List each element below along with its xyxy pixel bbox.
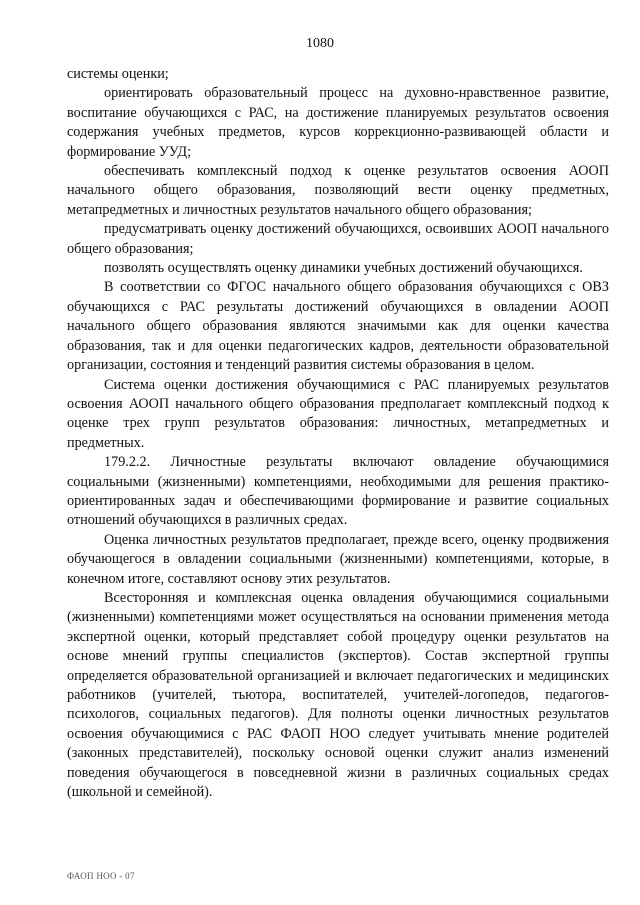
paragraph: 179.2.2. Личностные результаты включают овладение обучающимися социальными (жизненными) компетенциями, необходимыми для решения практико-ориентированных задач и обеспечивающими формирование и развитие социальных отношений обучающихся в различных средах. [67,454,609,529]
document-body [67,65,609,802]
paragraph: позволять осуществлять оценку динамики учебных достижений обучающихся. [104,260,583,277]
paragraph: Оценка личностных результатов предполагает, прежде всего, оценку продвижения обучающегося в овладении социальными (жизненными) компетенциями, которые, в конечном итоге, составляют основу этих результатов. [67,531,609,587]
paragraph: Всесторонняя и комплексная оценка овладения обучающимися социальными (жизненными) компетенциями может осуществляться на основании применения метода экспертной оценки, который представляет собой процедуру оценки результатов на основе мнений группы специалистов (экспертов). Состав экспертной группы определяется образовательной организацией и включает педагогических и медицинских работников (учителей, тьютора, воспитателей, учителей-логопедов, педагогов-психологов, социальных педагогов). Для полноты оценки личностных результатов освоения обучающимися с РАС ФАОП НОО следует учитывать мнение родителей (законных представителей), поскольку основой оценки служит анализ изменений поведения обучающегося в повседневной жизни в различных социальных средах (школьной и семейной). [67,589,609,801]
paragraph: предусматривать оценку достижений обучающихся, освоивших АООП начального общего образования; [67,221,609,257]
paragraph: Система оценки достижения обучающимися с РАС планируемых результатов освоения АООП начального общего образования предполагает комплексный подход к оценке трех групп результатов образования: личностных, метапредметных и предметных. [67,376,609,451]
paragraph: системы оценки; [67,66,169,82]
page-number: 1080 [306,36,334,51]
paragraph: В соответствии со ФГОС начального общего образования обучающихся с ОВЗ обучающихся с РАС результаты достижений обучающихся в овладении АООП начального общего образования являются значимыми как для оценки качества образования, так и для оценки педагогических кадров, деятельности образовательной организации, состояния и тенденций развития системы образования в целом. [67,279,609,374]
footer-code: ФАОП НОО - 07 [67,871,135,881]
paragraph: ориентировать образовательный процесс на духовно-нравственное развитие, воспитание обучающихся с РАС, на достижение планируемых результатов освоения содержания учебных предметов, курсов коррекционно-развивающей области и формирование УУД; [67,85,609,160]
paragraph: обеспечивать комплексный подход к оценке результатов освоения АООП начального общего образования, позволяющий вести оценку предметных, метапредметных и личностных результатов начального общего образования; [67,163,609,218]
